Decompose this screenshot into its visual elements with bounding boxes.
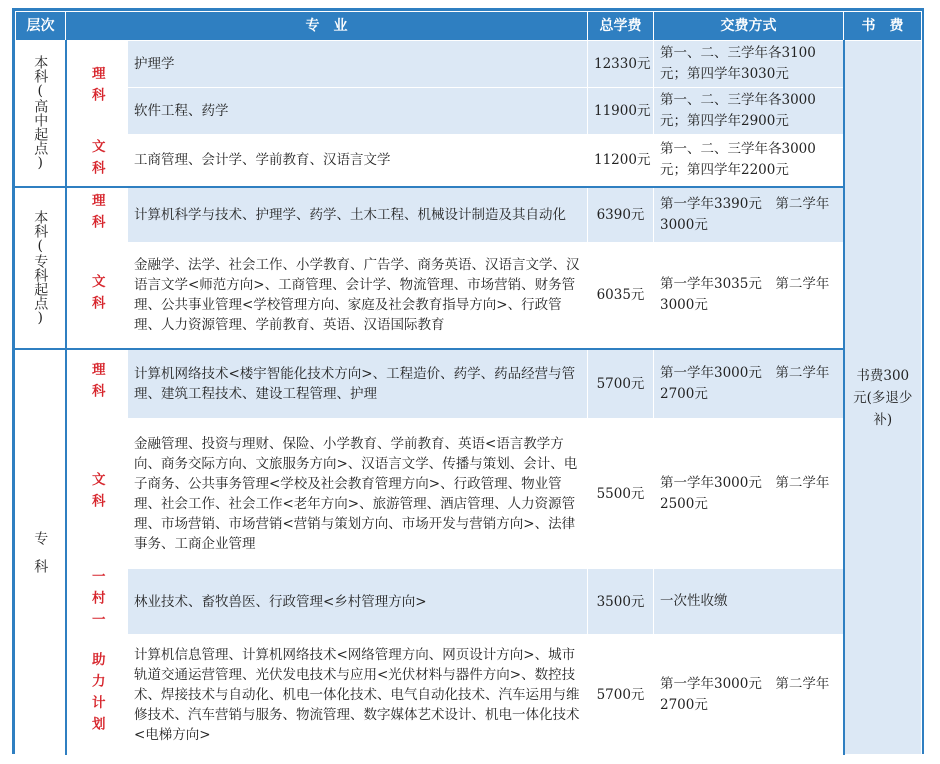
major-cell: 软件工程、药学 — [128, 88, 588, 135]
major-cell: 金融管理、投资与理财、保险、小学教育、学前教育、英语<语言教学方向、商务交际方向、文旅服务方向>、汉语言文学、传播与策划、会计、电子商务、公共事务管理<学校及社会教育管理方向>、行政管理、物业管理、社会工作、社会工作<老年方向>、旅游管理、酒店管理、人力资源管理、市场营销、市场营销<营销与策划方向、市场开发与营销方向>、法律事务、工商企业管理 — [128, 419, 588, 569]
table-row — [16, 419, 922, 569]
category-wenke: 文科 — [66, 419, 128, 569]
header-row — [16, 12, 922, 41]
major-cell: 计算机科学与技术、护理学、药学、土木工程、机械设计制造及其自动化 — [128, 187, 588, 243]
payment-cell: 第一、二、三学年各3000元；第四学年2200元 — [654, 135, 844, 187]
major-cell: 林业技术、畜牧兽医、行政管理<乡村管理方向> — [128, 569, 588, 635]
level-bk-zk: 本科(专科起点) — [16, 187, 66, 349]
fee-cell: 11200元 — [588, 135, 654, 187]
major-cell: 工商管理、会计学、学前教育、汉语言文学 — [128, 135, 588, 187]
payment-cell: 第一学年3035元 第二学年3000元 — [654, 243, 844, 349]
payment-cell: 第一学年3390元 第二学年3000元 — [654, 187, 844, 243]
fee-cell: 5700元 — [588, 635, 654, 755]
category-wenke: 文科 — [66, 243, 128, 349]
major-cell: 护理学 — [128, 41, 588, 88]
payment-cell: 第一学年3000元 第二学年2700元 — [654, 349, 844, 419]
payment-cell: 第一学年3000元 第二学年2700元 — [654, 635, 844, 755]
fee-cell: 5500元 — [588, 419, 654, 569]
payment-cell: 第一、二、三学年各3000元；第四学年2900元 — [654, 88, 844, 135]
table-row — [16, 88, 922, 135]
fee-cell: 6035元 — [588, 243, 654, 349]
fee-table — [15, 11, 922, 755]
table-row — [16, 41, 922, 88]
fee-cell: 12330元 — [588, 41, 654, 88]
table-row — [16, 569, 922, 635]
table-row — [16, 349, 922, 419]
payment-cell: 第一、二、三学年各3100元；第四学年3030元 — [654, 41, 844, 88]
book-fee-cell: 书费300元(多退少补) — [844, 41, 922, 755]
header-total-fee: 总学费 — [588, 12, 654, 41]
fee-cell: 3500元 — [588, 569, 654, 635]
category-wenke: 文科 — [66, 135, 128, 187]
header-major: 专 业 — [66, 12, 588, 41]
major-cell: 金融学、法学、社会工作、小学教育、广告学、商务英语、汉语言文学、汉语言文学<师范方向>、工商管理、会计学、物流管理、市场营销、财务管理、公共事业管理<学校管理方向、家庭及社会教育指导方向>、行政管理、人力资源管理、学前教育、英语、汉语国际教育 — [128, 243, 588, 349]
category-zhuli: 助力计划 — [66, 635, 128, 755]
header-books: 书 费 — [844, 12, 922, 41]
category-like: 理科 — [66, 41, 128, 135]
table-row — [16, 187, 922, 243]
table-row — [16, 135, 922, 187]
payment-cell: 第一学年3000元 第二学年2500元 — [654, 419, 844, 569]
header-payment: 交费方式 — [654, 12, 844, 41]
fee-table-frame — [12, 8, 924, 754]
header-level: 层次 — [16, 12, 66, 41]
level-bk-gz: 本科(高中起点) — [16, 41, 66, 187]
table-row — [16, 635, 922, 755]
fee-cell: 5700元 — [588, 349, 654, 419]
major-cell: 计算机信息管理、计算机网络技术<网络管理方向、网页设计方向>、城市轨道交通运营管理、光伏发电技术与应用<光伏材料与器件方向>、数控技术、焊接技术与自动化、机电一体化技术、电气自动化技术、汽车运用与维修技术、汽车营销与服务、物流管理、数字媒体艺术设计、机电一体化技术<电梯方向> — [128, 635, 588, 755]
fee-cell: 6390元 — [588, 187, 654, 243]
major-cell: 计算机网络技术<楼宇智能化技术方向>、工程造价、药学、药品经营与管理、建筑工程技术、建设工程管理、护理 — [128, 349, 588, 419]
payment-cell: 一次性收缴 — [654, 569, 844, 635]
category-like: 理科 — [66, 349, 128, 419]
fee-cell: 11900元 — [588, 88, 654, 135]
table-row — [16, 243, 922, 349]
category-yicun: 一村一 — [66, 569, 128, 635]
category-like: 理科 — [66, 187, 128, 243]
level-zk: 专 科 — [16, 349, 66, 755]
